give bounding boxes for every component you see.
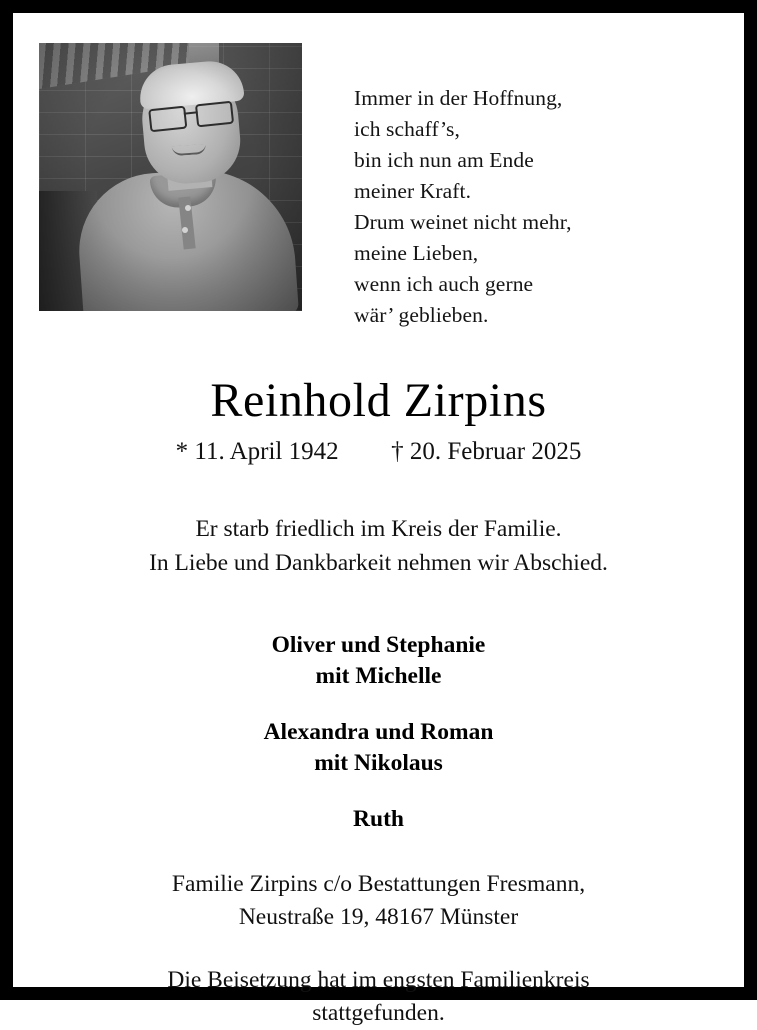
birth-date: * 11. April 1942 <box>175 437 339 465</box>
verse-line: Drum weinet nicht mehr, <box>354 210 572 235</box>
verse-line: ich schaff’s, <box>354 117 460 142</box>
family-list <box>39 630 718 835</box>
family-secondary: mit Michelle <box>315 662 442 689</box>
obituary-content <box>13 13 744 1026</box>
family-secondary: mit Nikolaus <box>314 749 443 776</box>
message-line: Er starb friedlich im Kreis der Familie. <box>195 515 562 542</box>
verse-line: meine Lieben, <box>354 241 479 266</box>
burial-note-line: stattgefunden. <box>312 999 445 1026</box>
contact-address <box>39 868 718 935</box>
photo-vignette <box>39 43 302 311</box>
header-block <box>39 31 718 332</box>
deceased-name: Reinhold Zirpins <box>210 373 547 427</box>
burial-note-line: Die Beisetzung hat im engsten Familienkreis <box>167 966 590 993</box>
address-line: Familie Zirpins c/o Bestattungen Fresmann, <box>171 870 586 897</box>
verse-line: wär’ geblieben. <box>354 303 489 328</box>
message-line: In Liebe und Dankbarkeit nehmen wir Abschied. <box>149 549 608 576</box>
death-date: † 20. Februar 2025 <box>391 437 582 465</box>
address-line: Neustraße 19, 48167 Münster <box>238 904 519 931</box>
burial-note <box>39 964 718 1030</box>
family-group <box>39 630 718 691</box>
portrait-photo <box>39 43 302 311</box>
family-primary: Alexandra und Roman <box>263 719 494 746</box>
verse-line: Immer in der Hoffnung, <box>354 86 563 110</box>
verse-line: wenn ich auch gerne <box>354 272 534 297</box>
memorial-verse <box>354 43 718 332</box>
memorial-message <box>39 512 718 581</box>
verse-line: bin ich nun am Ende <box>354 148 534 173</box>
family-group <box>39 804 718 835</box>
life-dates <box>39 438 718 466</box>
verse-line: meiner Kraft. <box>354 179 472 204</box>
family-primary: Oliver und Stephanie <box>271 632 486 659</box>
family-group <box>39 717 718 778</box>
family-primary: Ruth <box>353 806 404 833</box>
